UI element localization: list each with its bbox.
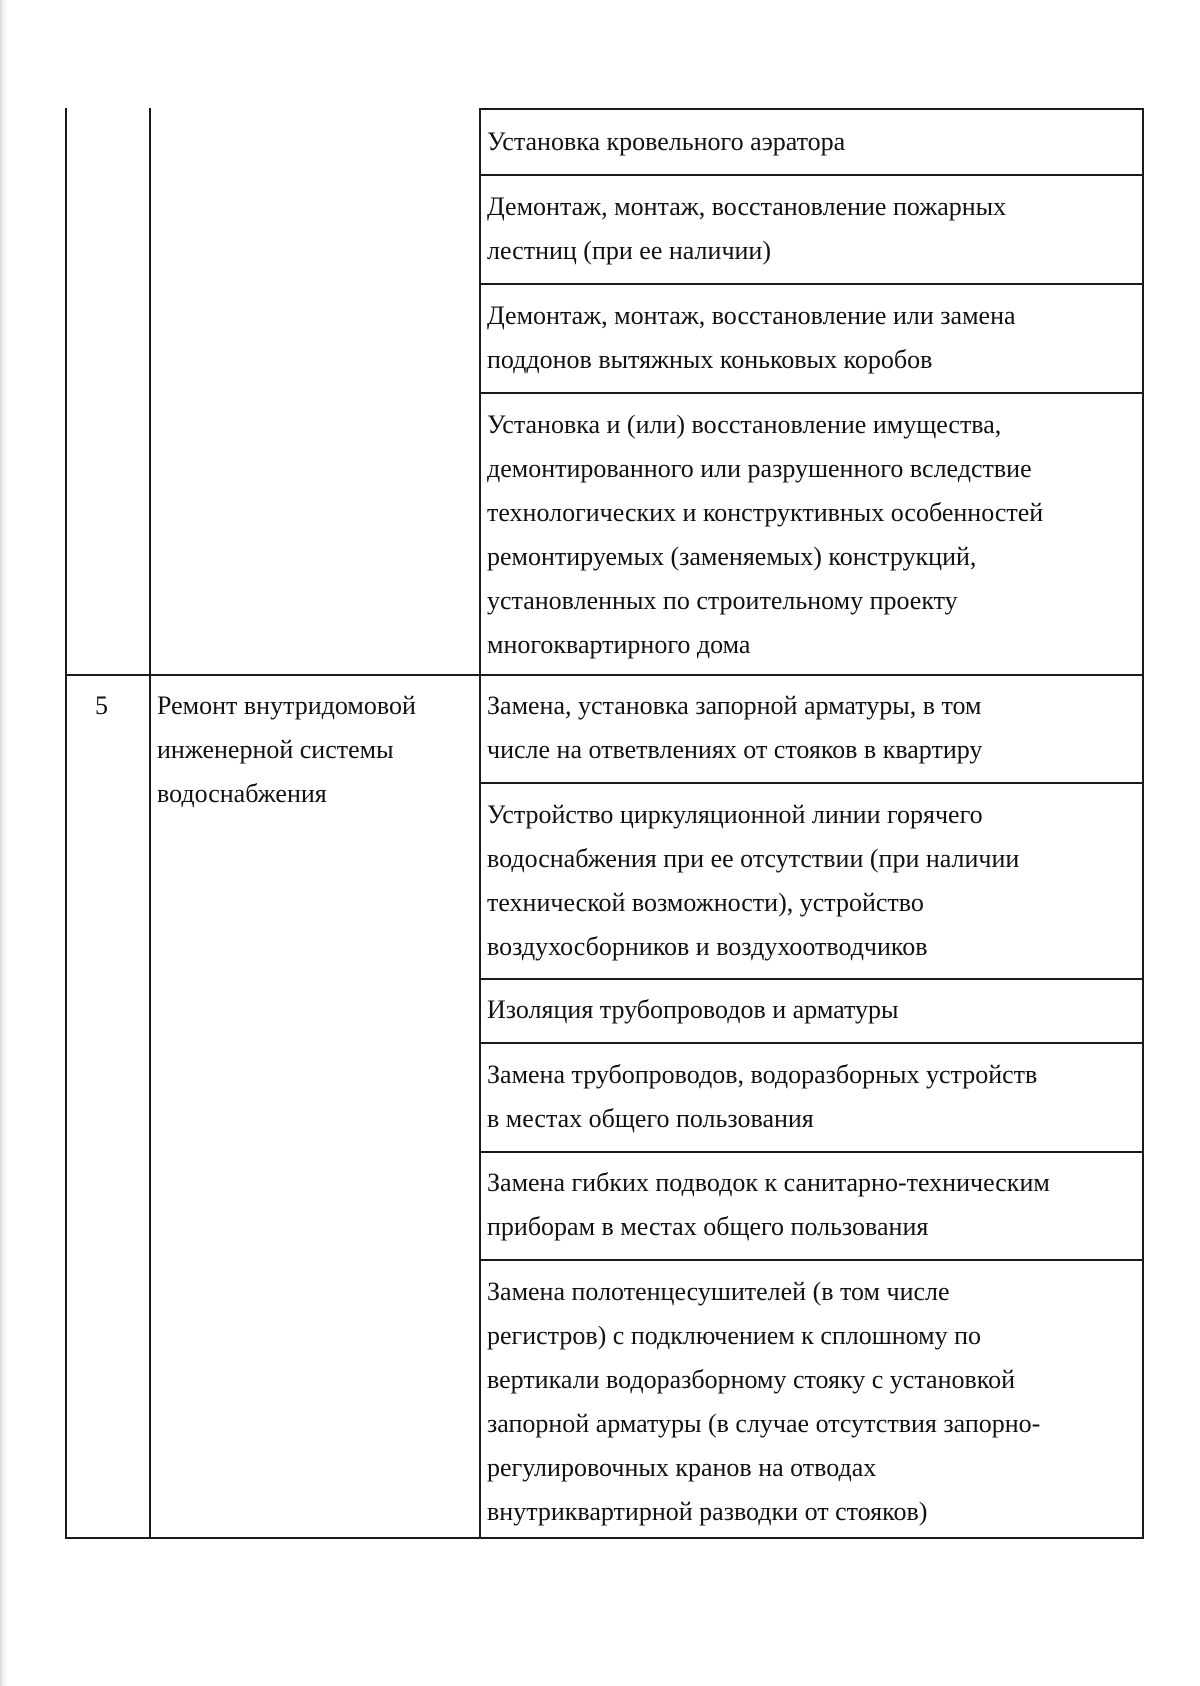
work-item-line: в местах общего пользования	[487, 1104, 814, 1133]
work-item	[487, 988, 1137, 1032]
table-border-top	[479, 108, 1143, 110]
work-item-line: технической возможности), устройство	[487, 888, 924, 917]
scan-edge-shadow	[0, 0, 8, 1686]
table-border-left	[65, 108, 67, 1539]
section-number: 5	[95, 691, 108, 720]
work-item	[487, 684, 1137, 772]
work-item	[487, 185, 1137, 273]
section-title-line: водоснабжения	[157, 779, 327, 808]
column-divider-section	[479, 108, 481, 1539]
work-item-line: регулировочных кранов на отводах	[487, 1453, 877, 1482]
row-divider	[479, 283, 1143, 285]
row-divider	[479, 978, 1143, 980]
work-list-table	[65, 108, 1144, 1539]
work-item-line: Установка и (или) восстановление имущества,	[487, 410, 1002, 439]
work-item-line: поддонов вытяжных коньковых коробов	[487, 345, 933, 374]
work-item-line: демонтированного или разрушенного вследствие	[487, 454, 1032, 483]
work-item	[487, 403, 1137, 667]
work-item-line: Замена, установка запорной арматуры, в том	[487, 691, 982, 720]
work-item	[487, 1161, 1137, 1249]
work-item-line: Устройство циркуляционной линии горячего	[487, 800, 983, 829]
section-divider	[65, 674, 1143, 676]
work-item-line: Изоляция трубопроводов и арматуры	[487, 995, 899, 1024]
work-item-line: Замена полотенцесушителей (в том числе	[487, 1277, 950, 1306]
work-item-line: многоквартирного дома	[487, 630, 751, 659]
work-item-line: приборам в местах общего пользования	[487, 1212, 929, 1241]
table-border-right	[1142, 108, 1144, 1539]
work-item-line: Демонтаж, монтаж, восстановление пожарных	[487, 192, 1007, 221]
work-item-line: лестниц (при ее наличии)	[487, 236, 772, 265]
section-title	[157, 684, 457, 816]
work-item-line: водоснабжения при ее отсутствии (при наличии	[487, 844, 1020, 873]
work-item-line: Установка кровельного аэратора	[487, 127, 846, 156]
section-title-line: инженерной системы	[157, 735, 394, 764]
work-item	[487, 1053, 1137, 1141]
work-item-line: ремонтируемых (заменяемых) конструкций,	[487, 542, 977, 571]
work-item-line: регистров) с подключением к сплошному по	[487, 1321, 982, 1350]
row-divider	[479, 392, 1143, 394]
work-item	[487, 120, 1137, 164]
work-item-line: Замена гибких подводок к санитарно-техническим	[487, 1168, 1050, 1197]
work-item	[487, 793, 1137, 969]
row-divider	[479, 782, 1143, 784]
row-divider	[479, 1259, 1143, 1261]
work-item	[487, 1270, 1137, 1534]
table-border-bottom	[65, 1537, 1143, 1539]
work-item-line: запорной арматуры (в случае отсутствия запорно-	[487, 1409, 1041, 1438]
row-divider	[479, 1151, 1143, 1153]
work-item	[487, 294, 1137, 382]
work-item-line: воздухосборников и воздухоотводчиков	[487, 932, 928, 961]
work-item-line: числе на ответвлениях от стояков в квартиру	[487, 735, 983, 764]
work-item-line: установленных по строительному проекту	[487, 586, 958, 615]
work-item-line: Замена трубопроводов, водоразборных устройств	[487, 1060, 1038, 1089]
column-divider-number	[149, 108, 151, 1539]
work-item-line: Демонтаж, монтаж, восстановление или замена	[487, 301, 1016, 330]
row-divider	[479, 1042, 1143, 1044]
work-item-line: технологических и конструктивных особенностей	[487, 498, 1044, 527]
row-divider	[479, 174, 1143, 176]
work-item-line: внутриквартирной разводки от стояков)	[487, 1497, 928, 1526]
work-item-line: вертикали водоразборному стояку с установкой	[487, 1365, 1015, 1394]
section-title-line: Ремонт внутридомовой	[157, 691, 416, 720]
